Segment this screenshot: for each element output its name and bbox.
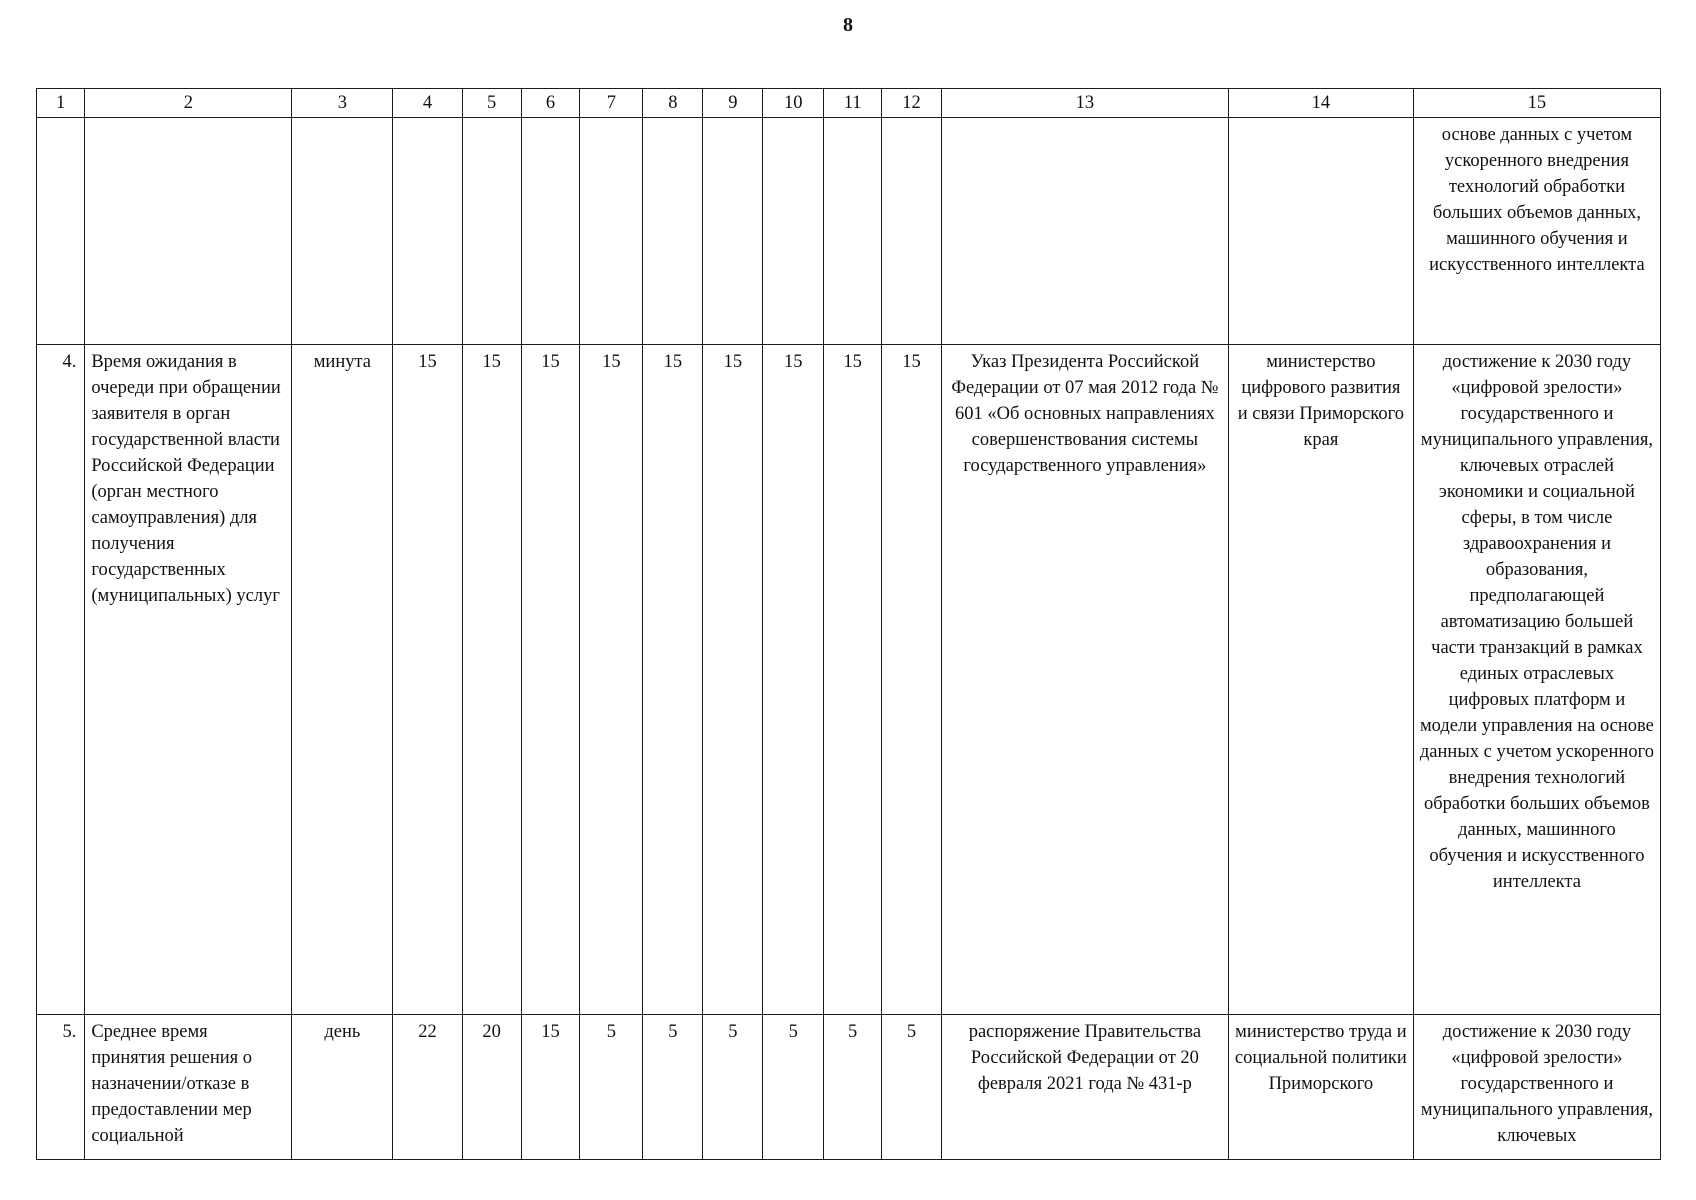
header-cell: 5 bbox=[462, 89, 521, 118]
empty-cell bbox=[882, 118, 942, 345]
empty-cell bbox=[292, 118, 393, 345]
goal-cell: достижение к 2030 году «цифровой зрелости» государственного и муниципального управления, ключевых отраслей экономики и социальной сферы, в том числе здравоохранения и образования, предполагающей автоматизацию большей части транзакций в рамках единых отраслевых цифровых платформ и модели управления на основе данных с учетом ускоренного внедрения технологий обработки больших объемов данных, машинного обучения и искусственного интеллекта bbox=[1413, 345, 1660, 1015]
indicator-name: Среднее время принятия решения о назначении/отказе в предоставлении мер социальной bbox=[85, 1015, 292, 1160]
indicator-name: Время ожидания в очереди при обращении заявителя в орган государственной власти Российской Федерации (орган местного самоуправления) для получения государственных (муниципальных) услуг bbox=[85, 345, 292, 1015]
value-cell: 15 bbox=[393, 345, 462, 1015]
value-cell: 5 bbox=[824, 1015, 882, 1160]
empty-cell bbox=[824, 118, 882, 345]
value-cell: 22 bbox=[393, 1015, 462, 1160]
value-cell: 15 bbox=[824, 345, 882, 1015]
table-row-continuation bbox=[37, 118, 1661, 345]
goal-cell: достижение к 2030 году «цифровой зрелости» государственного и муниципального управления, ключевых bbox=[1413, 1015, 1660, 1160]
indicators-table bbox=[36, 88, 1661, 1160]
value-cell: 5 bbox=[763, 1015, 824, 1160]
value-cell: 5 bbox=[703, 1015, 763, 1160]
value-cell: 15 bbox=[521, 1015, 580, 1160]
value-cell: 15 bbox=[580, 345, 643, 1015]
table-row bbox=[37, 1015, 1661, 1160]
header-cell: 3 bbox=[292, 89, 393, 118]
empty-cell bbox=[462, 118, 521, 345]
value-cell: 15 bbox=[521, 345, 580, 1015]
header-cell: 13 bbox=[941, 89, 1228, 118]
responsible-cell: министерство цифрового развития и связи Приморского края bbox=[1228, 345, 1413, 1015]
value-cell: 15 bbox=[703, 345, 763, 1015]
header-cell: 14 bbox=[1228, 89, 1413, 118]
empty-cell bbox=[393, 118, 462, 345]
value-cell: 15 bbox=[462, 345, 521, 1015]
header-cell: 1 bbox=[37, 89, 85, 118]
page-number: 8 bbox=[843, 14, 853, 36]
row-number: 4. bbox=[37, 345, 85, 1015]
table-row bbox=[37, 345, 1661, 1015]
header-cell: 15 bbox=[1413, 89, 1660, 118]
empty-cell bbox=[1228, 118, 1413, 345]
value-cell: 15 bbox=[882, 345, 942, 1015]
empty-cell bbox=[763, 118, 824, 345]
empty-cell bbox=[580, 118, 643, 345]
empty-cell bbox=[703, 118, 763, 345]
header-cell: 11 bbox=[824, 89, 882, 118]
empty-cell bbox=[85, 118, 292, 345]
basis-cell: распоряжение Правительства Российской Федерации от 20 февраля 2021 года № 431-р bbox=[941, 1015, 1228, 1160]
basis-cell: Указ Президента Российской Федерации от 07 мая 2012 года № 601 «Об основных направлениях совершенствования системы государственного управления» bbox=[941, 345, 1228, 1015]
header-cell: 6 bbox=[521, 89, 580, 118]
header-cell: 8 bbox=[643, 89, 703, 118]
header-cell: 9 bbox=[703, 89, 763, 118]
empty-cell bbox=[643, 118, 703, 345]
goal-cell: основе данных с учетом ускоренного внедрения технологий обработки больших объемов данных, машинного обучения и искусственного интеллекта bbox=[1413, 118, 1660, 345]
responsible-cell: министерство труда и социальной политики Приморского bbox=[1228, 1015, 1413, 1160]
empty-cell bbox=[521, 118, 580, 345]
empty-cell bbox=[37, 118, 85, 345]
table-header-row bbox=[37, 89, 1661, 118]
row-number: 5. bbox=[37, 1015, 85, 1160]
value-cell: 15 bbox=[763, 345, 824, 1015]
value-cell: 5 bbox=[580, 1015, 643, 1160]
header-cell: 10 bbox=[763, 89, 824, 118]
empty-cell bbox=[941, 118, 1228, 345]
value-cell: 20 bbox=[462, 1015, 521, 1160]
value-cell: 5 bbox=[643, 1015, 703, 1160]
value-cell: 5 bbox=[882, 1015, 942, 1160]
header-cell: 7 bbox=[580, 89, 643, 118]
header-cell: 4 bbox=[393, 89, 462, 118]
header-cell: 2 bbox=[85, 89, 292, 118]
unit-cell: день bbox=[292, 1015, 393, 1160]
unit-cell: минута bbox=[292, 345, 393, 1015]
header-cell: 12 bbox=[882, 89, 942, 118]
value-cell: 15 bbox=[643, 345, 703, 1015]
